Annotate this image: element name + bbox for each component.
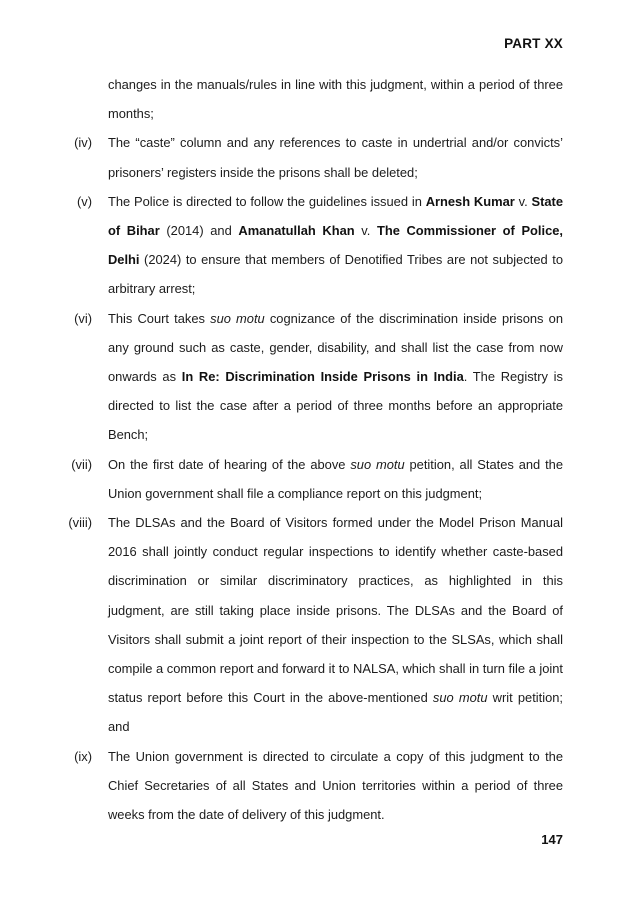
text-segment-normal: The “caste” column and any references to caste in undertrial and/or convicts’ prisoners’ registers inside the prisons shall be deleted; bbox=[108, 135, 563, 180]
list-item bbox=[71, 450, 563, 508]
list-item-marker: (ix) bbox=[74, 748, 92, 764]
text-segment-normal: (2024) to ensure that members of Denotified Tribes are not subjected to arbitrary arrest; bbox=[108, 252, 563, 297]
list-item-marker: (viii) bbox=[68, 515, 92, 531]
text-segment-bold: In Re: Discrimination Inside Prisons in India bbox=[181, 369, 464, 385]
text-segment-normal: (2014) and bbox=[159, 223, 239, 239]
text-segment-italic: suo motu bbox=[210, 310, 265, 326]
list-item-marker: (vii) bbox=[71, 456, 92, 472]
text-segment-bold: Arnesh Kumar bbox=[425, 193, 515, 209]
text-segment-normal: The Union government is directed to circulate a copy of this judgment to the Chief Secretaries of all States and Union territories within a period of three weeks from the date of delivery of this judgment. bbox=[108, 748, 563, 823]
text-segment-normal: writ petition; and bbox=[108, 690, 563, 735]
text-segment-normal: The Police is directed to follow the guidelines issued in bbox=[108, 193, 426, 209]
page-number: 147 bbox=[541, 832, 563, 847]
text-segment-bold: The Commissioner of Police, Delhi bbox=[108, 223, 564, 268]
text-segment-normal: v. bbox=[514, 193, 532, 209]
list-item bbox=[74, 304, 563, 450]
text-segment-normal: cognizance of the discrimination inside prisons on any ground such as caste, gender, disability, and shall list the case from now onwards as bbox=[108, 310, 563, 385]
list-item bbox=[68, 508, 563, 742]
list-item-marker: (iv) bbox=[74, 135, 92, 151]
text-segment-normal: This Court takes bbox=[108, 310, 211, 326]
text-segment-normal: v. bbox=[354, 223, 377, 239]
text-segment-normal: On the first date of hearing of the above bbox=[108, 456, 351, 472]
text-segment-bold: Amanatullah Khan bbox=[238, 223, 355, 239]
text-segment-normal: changes in the manuals/rules in line with this judgment, within a period of three months; bbox=[108, 77, 563, 122]
text-segment-normal: . The Registry is directed to list the case after a period of three months before an appropriate Bench; bbox=[108, 369, 563, 443]
part-header: PART XX bbox=[504, 36, 563, 51]
text-segment-italic: suo motu bbox=[432, 690, 488, 706]
list-item bbox=[108, 70, 563, 128]
text-segment-normal: The DLSAs and the Board of Visitors formed under the Model Prison Manual 2016 shall jointly conduct regular inspections to identify whether caste-based discrimination or similar discriminatory practices, as highlighted in this judgment, are still taking place inside prisons. The DLSAs and the Board of Visitors shall submit a joint report of their inspection to the SLSAs, which shall compile a common report and forward it to NALSA, which shall in turn file a joint status report before this Court in the above-mentioned bbox=[108, 515, 563, 706]
text-segment-normal: petition, all States and the Union government shall file a compliance report on this judgment; bbox=[108, 456, 563, 501]
list-item bbox=[74, 128, 563, 186]
text-segment-italic: suo motu bbox=[350, 456, 405, 472]
list-item-marker: (v) bbox=[76, 193, 92, 209]
list-item-marker: (vi) bbox=[74, 310, 92, 326]
text-segment-bold: State of Bihar bbox=[108, 193, 564, 239]
directions-list bbox=[68, 70, 564, 829]
list-item bbox=[76, 187, 564, 304]
list-item bbox=[74, 742, 563, 830]
